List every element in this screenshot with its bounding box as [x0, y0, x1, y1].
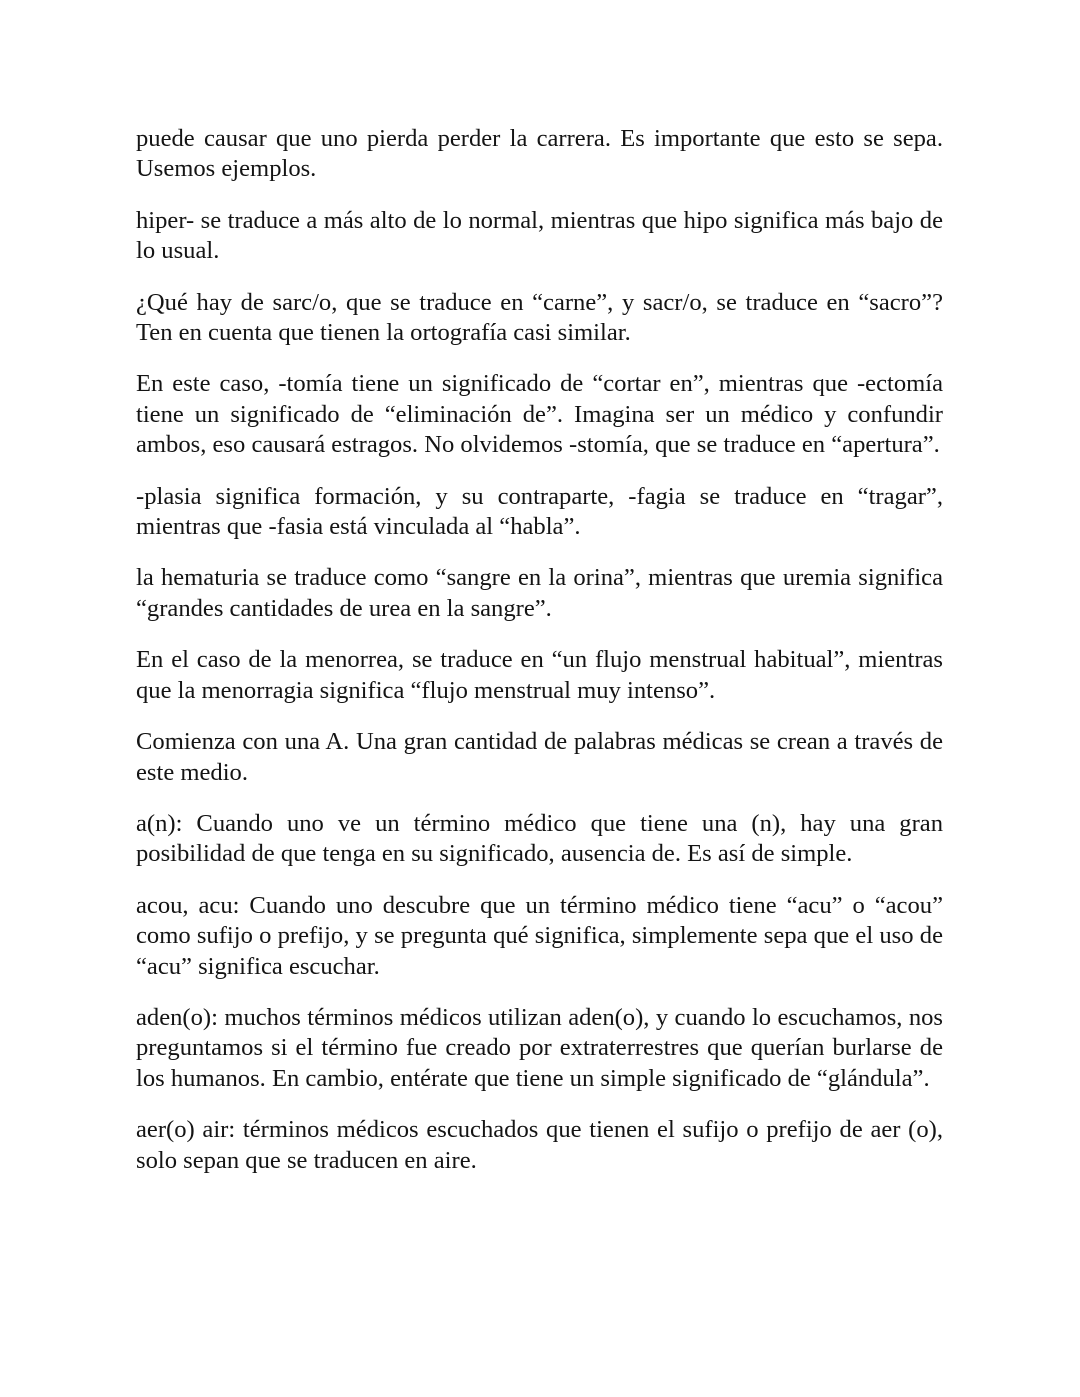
page-body [136, 124, 943, 1197]
paragraph-3: ¿Qué hay de sarc/o, que se traduce en “carne”, y sacr/o, se traduce en “sacro”? Ten en cuenta que tienen la ortografía casi similar. [136, 288, 943, 347]
paragraph-2: hiper- se traduce a más alto de lo normal, mientras que hipo significa más bajo de lo usual. [136, 206, 943, 265]
paragraph-10: acou, acu: Cuando uno descubre que un término médico tiene “acu” o “acou” como sufijo o prefijo, y se pregunta qué significa, simplemente sepa que el uso de “acu” significa escuchar. [136, 891, 943, 980]
paragraph-1: puede causar que uno pierda perder la carrera. Es importante que esto se sepa. Usemos ejemplos. [136, 125, 943, 183]
paragraph-5: -plasia significa formación, y su contraparte, -fagia se traduce en “tragar”, mientras que -fasia está vinculada al “habla”. [136, 482, 943, 541]
paragraph-8: Comienza con una A. Una gran cantidad de palabras médicas se crean a través de este medio. [136, 728, 943, 786]
paragraph-6: la hematuria se traduce como “sangre en la orina”, mientras que uremia significa “grandes cantidades de urea en la sangre”. [136, 564, 943, 622]
paragraph-4: En este caso, -tomía tiene un significado de “cortar en”, mientras que -ectomía tiene un significado de “eliminación de”. Imagina ser un médico y confundir ambos, eso causará estragos. No olvidemos -stomía, que se traduce en “apertura”. [136, 370, 943, 459]
paragraph-9: a(n): Cuando uno ve un término médico que tiene una (n), hay una gran posibilidad de que tenga en su significado, ausencia de. Es así de simple. [136, 809, 943, 868]
paragraph-12: aer(o) air: términos médicos escuchados que tienen el sufijo o prefijo de aer (o), solo sepan que se traducen en aire. [136, 1116, 943, 1174]
paragraph-11: aden(o): muchos términos médicos utilizan aden(o), y cuando lo escuchamos, nos preguntamos si el término fue creado por extraterrestres que querían burlarse de los humanos. En cambio, entérate que tiene un simple significado de “glándula”. [136, 1003, 943, 1092]
paragraph-7: En el caso de la menorrea, se traduce en “un flujo menstrual habitual”, mientras que la menorragia significa “flujo menstrual muy intenso”. [136, 646, 943, 704]
